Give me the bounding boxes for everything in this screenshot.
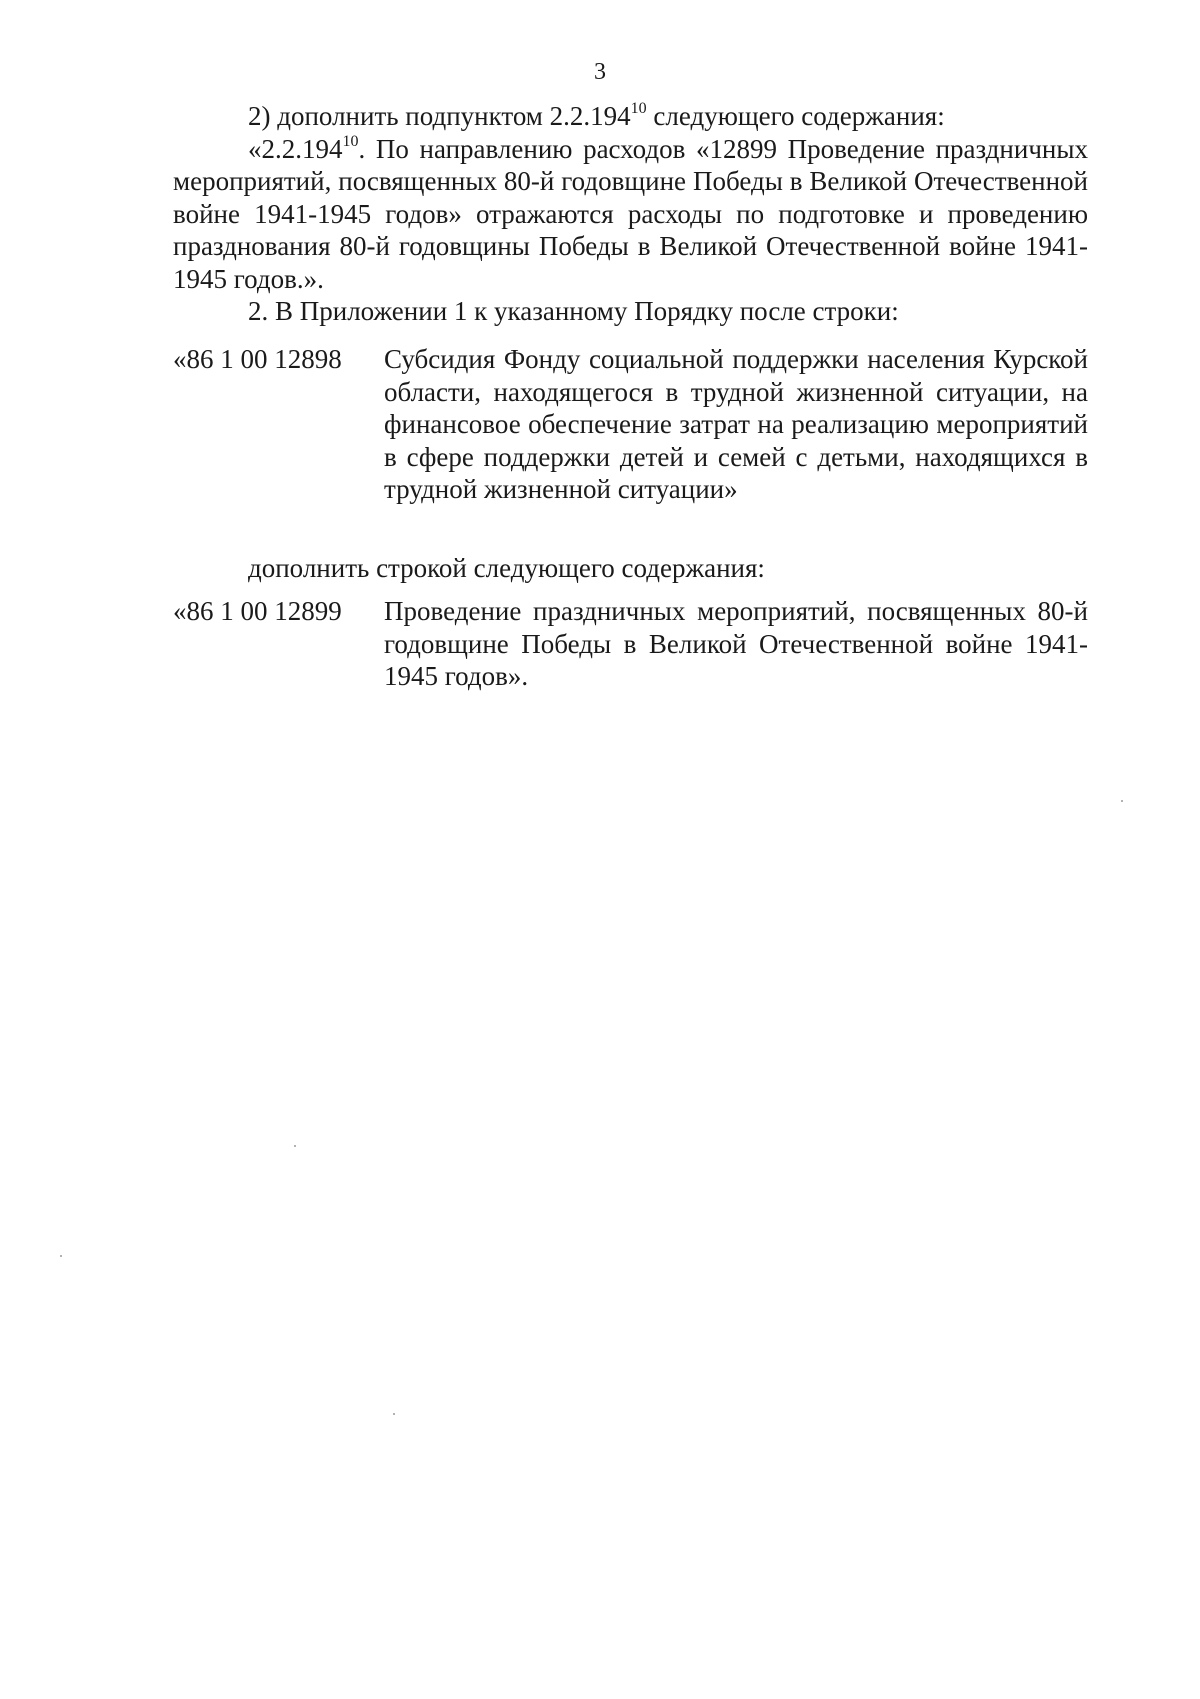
item-2-tail: следующего содержания: [646, 101, 945, 131]
subparagraph-text: . По направлению расходов «12899 Проведение праздничных мероприятий, посвященных 80-й годовщине Победы в Великой Отечественной войне 1941-1945 годов» отражаются расходы по подготовке и проведению празднования 80-й годовщины Победы в Великой Отечественной войне 1941-1945 годов.». [173, 133, 1088, 294]
subparagraph-superscript: 10 [342, 132, 359, 150]
scan-speck [1121, 800, 1123, 802]
subparagraph-lead: «2.2.194 [248, 133, 343, 164]
scan-speck [393, 1413, 395, 1415]
item-2-lead: 2) дополнить подпунктом 2.2.194 [248, 101, 631, 131]
row-code: «86 1 00 12899 [173, 596, 342, 626]
row-code: «86 1 00 12898 [173, 344, 342, 374]
supplement-instruction-block [173, 552, 1088, 585]
scan-speck [60, 1255, 62, 1257]
row-description: Проведение праздничных мероприятий, посвященных 80-й годовщине Победы в Великой Отечественной войне 1941-1945 годов». [384, 596, 1088, 691]
supplement-instruction: дополнить строкой следующего содержания: [248, 553, 765, 583]
item-2-paragraph [173, 100, 1088, 133]
row-description: Субсидия Фонду социальной поддержки населения Курской области, находящегося в трудной жизненной ситуации, на финансовое обеспечение затрат на реализацию мероприятий в сфере поддержки детей и семей с детьми, находящихся в трудной жизненной ситуации» [384, 344, 1088, 504]
scan-speck [294, 1145, 296, 1147]
page-number: 3 [594, 59, 606, 85]
subparagraph-2-2-194 [173, 133, 1088, 296]
amendment-item-2 [173, 100, 1088, 328]
item-2-superscript: 10 [630, 100, 647, 117]
appendix-item-2: 2. В Приложении 1 к указанному Порядку после строки: [248, 296, 899, 326]
